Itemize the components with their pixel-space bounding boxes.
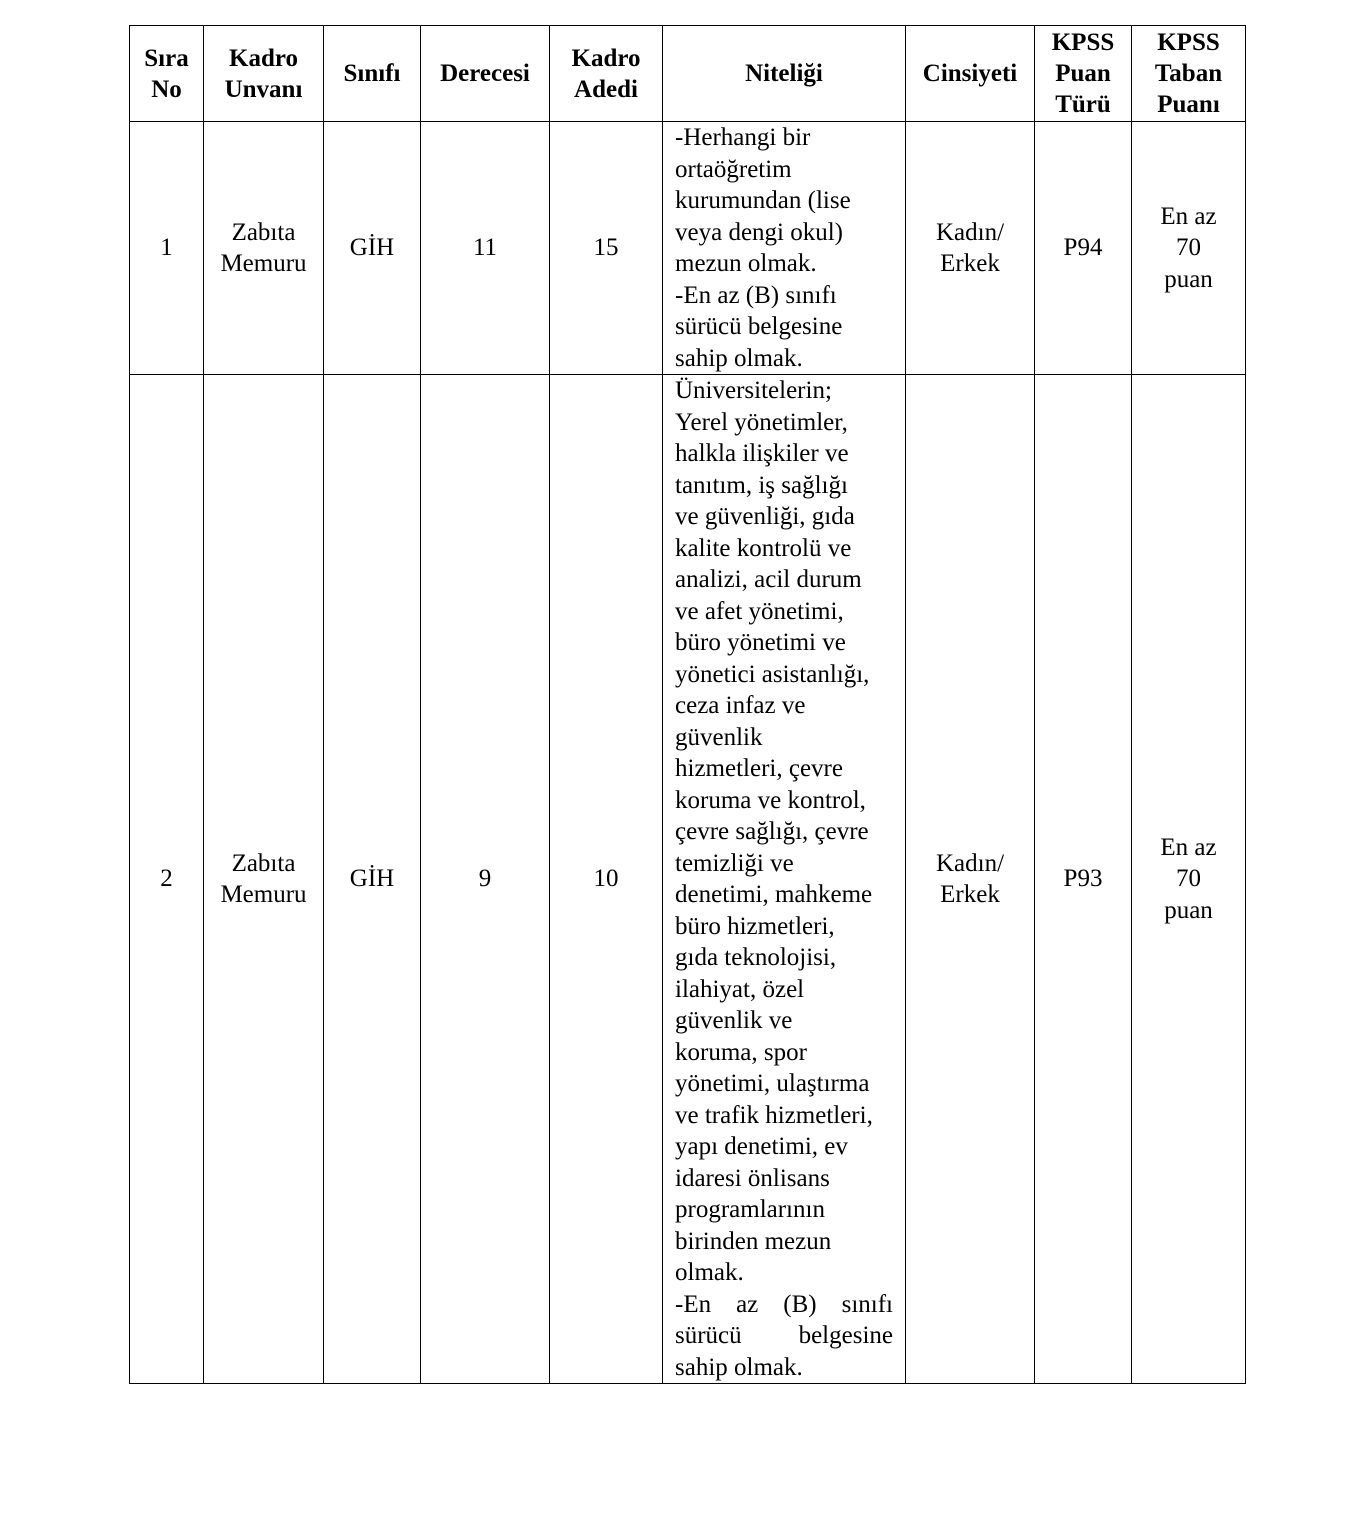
niteligi-line: ve güvenliği, gıda <box>675 503 855 530</box>
cell-kpss-puan-turu: P94 <box>1035 122 1132 375</box>
niteligi-line: olmak. <box>675 1259 744 1286</box>
niteligi-line: ceza infaz ve <box>675 692 806 719</box>
header-kpss-puan-turu: KPSS Puan Türü <box>1035 26 1132 122</box>
cell-sira-no: 2 <box>130 375 204 1384</box>
cell-derecesi: 11 <box>421 122 550 375</box>
niteligi-line: temizliği ve <box>675 849 794 877</box>
cell-sira-no: 1 <box>130 122 204 375</box>
cell-niteligi <box>663 375 906 1384</box>
niteligi-line: sahip olmak. <box>675 344 803 372</box>
niteligi-line: kalite kontrolü ve <box>675 534 852 562</box>
niteligi-line: -Herhangi bir <box>675 124 811 151</box>
niteligi-line: koruma, spor <box>675 1038 807 1066</box>
niteligi-line: Üniversitelerin; <box>675 377 832 404</box>
niteligi-line: büro hizmetleri, <box>675 912 835 940</box>
cell-kadro-unvani: Zabıta Memuru <box>204 122 324 375</box>
niteligi-line: halkla ilişkiler ve <box>675 440 849 467</box>
cell-sinifi: GİH <box>324 375 421 1384</box>
niteligi-line: tanıtım, iş sağlığı <box>675 471 848 499</box>
cell-cinsiyeti: Kadın/ Erkek <box>906 375 1035 1384</box>
niteligi-line: veya dengi okul) <box>675 218 844 246</box>
niteligi-line: idaresi önlisans <box>675 1164 830 1192</box>
niteligi-line: ve afet yönetimi, <box>675 597 844 625</box>
niteligi-line: yapı denetimi, ev <box>675 1133 848 1160</box>
header-cinsiyeti: Cinsiyeti <box>906 26 1035 122</box>
niteligi-line: koruma ve kontrol, <box>675 786 866 814</box>
niteligi-line: ortaöğretim <box>675 155 792 183</box>
cell-kadro-adedi: 10 <box>550 375 663 1384</box>
cell-cinsiyeti: Kadın/ Erkek <box>906 122 1035 375</box>
header-kadro-adedi: Kadro Adedi <box>550 26 663 122</box>
niteligi-line: gıda teknolojisi, <box>675 944 837 971</box>
niteligi-line: -En az (B) sınıfı <box>675 281 837 309</box>
table-row <box>130 375 1246 1384</box>
niteligi-line: ve trafik hizmetleri, <box>675 1101 873 1129</box>
niteligi-line: sürücü belgesine <box>675 313 843 340</box>
niteligi-line: Yerel yönetimler, <box>675 408 848 436</box>
header-row <box>130 26 1246 122</box>
niteligi-line: mezun olmak. <box>675 250 817 277</box>
niteligi-line: çevre sağlığı, çevre <box>675 818 869 845</box>
niteligi-line: güvenlik <box>675 723 763 751</box>
cell-kpss-taban-puani: En az 70 puan <box>1132 375 1246 1384</box>
niteligi-line: büro yönetimi ve <box>675 629 846 656</box>
niteligi-line: analizi, acil durum <box>675 566 862 593</box>
niteligi-line: programlarının <box>675 1196 825 1223</box>
niteligi-line: ilahiyat, özel <box>675 975 805 1003</box>
niteligi-line: sahip olmak. <box>675 1353 803 1381</box>
cell-kpss-puan-turu: P93 <box>1035 375 1132 1384</box>
niteligi-line: güvenlik ve <box>675 1007 793 1034</box>
header-sinifi: Sınıfı <box>324 26 421 122</box>
cell-kadro-unvani: Zabıta Memuru <box>204 375 324 1384</box>
niteligi-line: birinden mezun <box>675 1227 832 1255</box>
niteligi-line: hizmetleri, çevre <box>675 755 843 782</box>
cell-niteligi <box>663 122 906 375</box>
niteligi-line: denetimi, mahkeme <box>675 881 873 908</box>
header-kpss-taban-puani: KPSS Taban Puanı <box>1132 26 1246 122</box>
cell-kpss-taban-puani: En az 70 puan <box>1132 122 1246 375</box>
kadro-table <box>129 25 1246 1384</box>
header-kadro-unvani: Kadro Unvanı <box>204 26 324 122</box>
niteligi-line: kurumundan (lise <box>675 187 851 214</box>
niteligi-line: yönetici asistanlığı, <box>675 660 870 688</box>
niteligi-line: -En az (B) sınıfı <box>675 1290 893 1318</box>
niteligi-line: sürücü belgesine <box>675 1322 893 1349</box>
cell-kadro-adedi: 15 <box>550 122 663 375</box>
cell-sinifi: GİH <box>324 122 421 375</box>
header-derecesi: Derecesi <box>421 26 550 122</box>
header-niteligi: Niteliği <box>663 26 906 122</box>
cell-derecesi: 9 <box>421 375 550 1384</box>
table-row <box>130 122 1246 375</box>
niteligi-line: yönetimi, ulaştırma <box>675 1070 870 1097</box>
header-sira-no: Sıra No <box>130 26 204 122</box>
